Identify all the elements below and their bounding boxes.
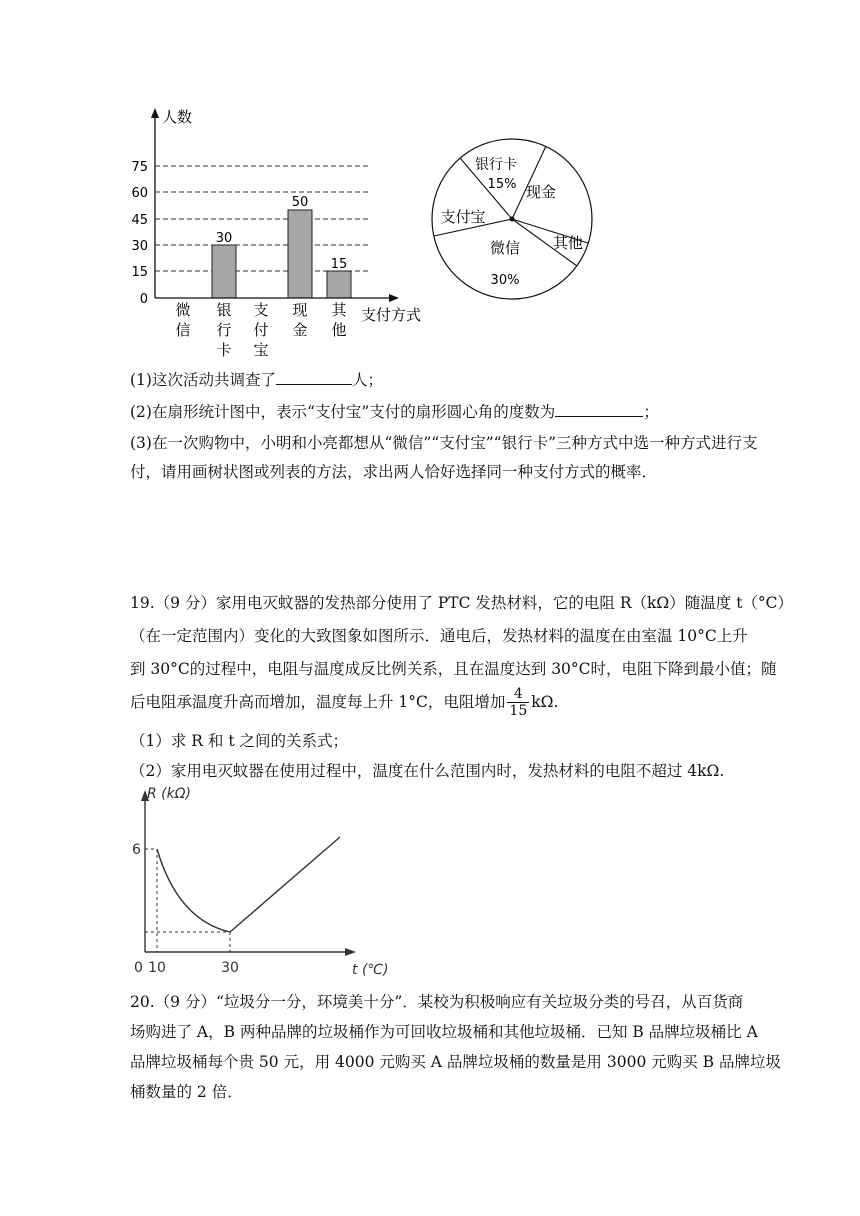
- y-axis-arrow: [151, 108, 159, 118]
- q19-line1: 19.（9 分）家用电灭蚊器的发热部分使用了 PTC 发热材料，它的电阻 R（kΩ）随温度 t（°C）: [130, 594, 794, 612]
- category-char: 银: [216, 301, 232, 319]
- q19-line4: [130, 682, 558, 722]
- ytick-label: 45: [131, 213, 148, 228]
- y-axis-label: 人数: [162, 108, 193, 126]
- pie-label-wechat: 微信: [489, 239, 521, 257]
- pie-label-cash: 现金: [525, 183, 557, 201]
- bar-bank: [212, 245, 236, 298]
- q19-sub2: （2）家用电灭蚊器在使用过程中，温度在什么范围内时，发热材料的电阻不超过 4kΩ.: [130, 762, 725, 780]
- pie-label-wechat-pct: 30%: [490, 273, 520, 288]
- category-char: 信: [175, 321, 191, 339]
- category-char: 付: [253, 321, 269, 339]
- pie-chart: [425, 135, 605, 305]
- q18-part1-suffix: 人；: [351, 371, 383, 389]
- x-axis-label: 支付方式: [361, 306, 422, 324]
- q20-line4: 桶数量的 2 倍．: [130, 1083, 243, 1101]
- q19-line2: （在一定范围内）变化的大致图象如图所示．通电后，发热材料的温度在由室温 10°C上升: [130, 627, 748, 645]
- pie-center-dot: [510, 217, 515, 222]
- fraction: [507, 686, 529, 719]
- q18-part3-line1: (3)在一次购物中，小明和小亮都想从“微信”“支付宝”“银行卡”三种方式中选一种方式进行支: [130, 434, 758, 452]
- y-axis-label: R (kΩ): [147, 786, 191, 802]
- pie-label-alipay: 支付宝: [440, 208, 486, 226]
- ytick-label: 30: [131, 239, 148, 254]
- pie-label-bank: 银行卡: [475, 157, 517, 173]
- inverse-curve: [157, 849, 230, 932]
- pie-label-other: 其他: [552, 234, 584, 252]
- ytick-label: 15: [131, 265, 148, 280]
- q18-part3-line2: 付，请用画树状图或列表的方法，求出两人恰好选择同一种支付方式的概率．: [130, 463, 658, 481]
- q20-line2: 场购进了 A，B 两种品牌的垃圾桶作为可回收垃圾桶和其他垃圾桶．已知 B 品牌垃圾桶比 A: [130, 1023, 758, 1041]
- q19-line3: 到 30°C的过程中，电阻与温度成反比例关系，且在温度达到 30°C时，电阻下降到最小值；随: [130, 660, 777, 678]
- answer-blank[interactable]: [555, 402, 643, 417]
- fraction-denominator: 15: [509, 702, 528, 719]
- ytick-label: 0: [139, 292, 148, 307]
- q19-line4-suffix: kΩ.: [531, 693, 559, 711]
- resistance-temperature-graph: [120, 780, 410, 980]
- pie-label-bank-pct: 15%: [487, 177, 517, 192]
- q18-part2-suffix: ；: [643, 403, 659, 421]
- x-axis-label: t (℃): [352, 962, 389, 978]
- answer-blank[interactable]: [276, 370, 352, 385]
- q18-part1: [130, 370, 383, 390]
- category-char: 金: [292, 321, 308, 339]
- q18-part2: [130, 402, 659, 422]
- category-char: 微: [175, 301, 191, 319]
- category-char: 现: [292, 301, 308, 319]
- q19-sub1: （1）求 R 和 t 之间的关系式；: [130, 732, 348, 750]
- q20-line3: 品牌垃圾桶每个贵 50 元，用 4000 元购买 A 品牌垃圾桶的数量是用 3000 元购买 B 品牌垃圾: [130, 1053, 781, 1071]
- x-axis-arrow: [345, 948, 356, 956]
- category-char: 卡: [216, 341, 232, 359]
- q20-line1: 20.（9 分）“垃圾分一分，环境美十分”．某校为积极响应有关垃圾分类的号召，从百货商: [130, 993, 744, 1011]
- fraction-numerator: 4: [507, 686, 529, 703]
- category-char: 其: [331, 301, 347, 319]
- x-axis-arrow: [389, 294, 399, 302]
- xtick-label: 10: [148, 960, 166, 976]
- ytick-label: 6: [132, 842, 141, 858]
- bar-value-label: 15: [330, 257, 348, 272]
- ytick-label: 75: [131, 160, 148, 175]
- xtick-label: 30: [221, 960, 239, 976]
- category-char: 行: [216, 321, 232, 339]
- bar-other: [327, 271, 351, 298]
- bar-cash: [288, 210, 312, 298]
- bar-value-label: 30: [215, 231, 233, 246]
- origin-label: 0: [134, 960, 143, 976]
- linear-segment: [230, 837, 340, 932]
- category-char: 支: [253, 301, 269, 319]
- q18-part2-text: (2)在扇形统计图中，表示“支付宝”支付的扇形圆心角的度数为: [130, 403, 556, 421]
- ytick-label: 60: [131, 186, 148, 201]
- q18-part1-text: (1)这次活动共调查了: [130, 371, 276, 389]
- bar-value-label: 50: [291, 195, 309, 210]
- category-char: 宝: [253, 341, 269, 359]
- bar-chart: [120, 100, 440, 365]
- q19-line4-text: 后电阻承温度升高而增加，温度每上升 1°C，电阻增加: [130, 693, 506, 711]
- category-char: 他: [331, 321, 347, 339]
